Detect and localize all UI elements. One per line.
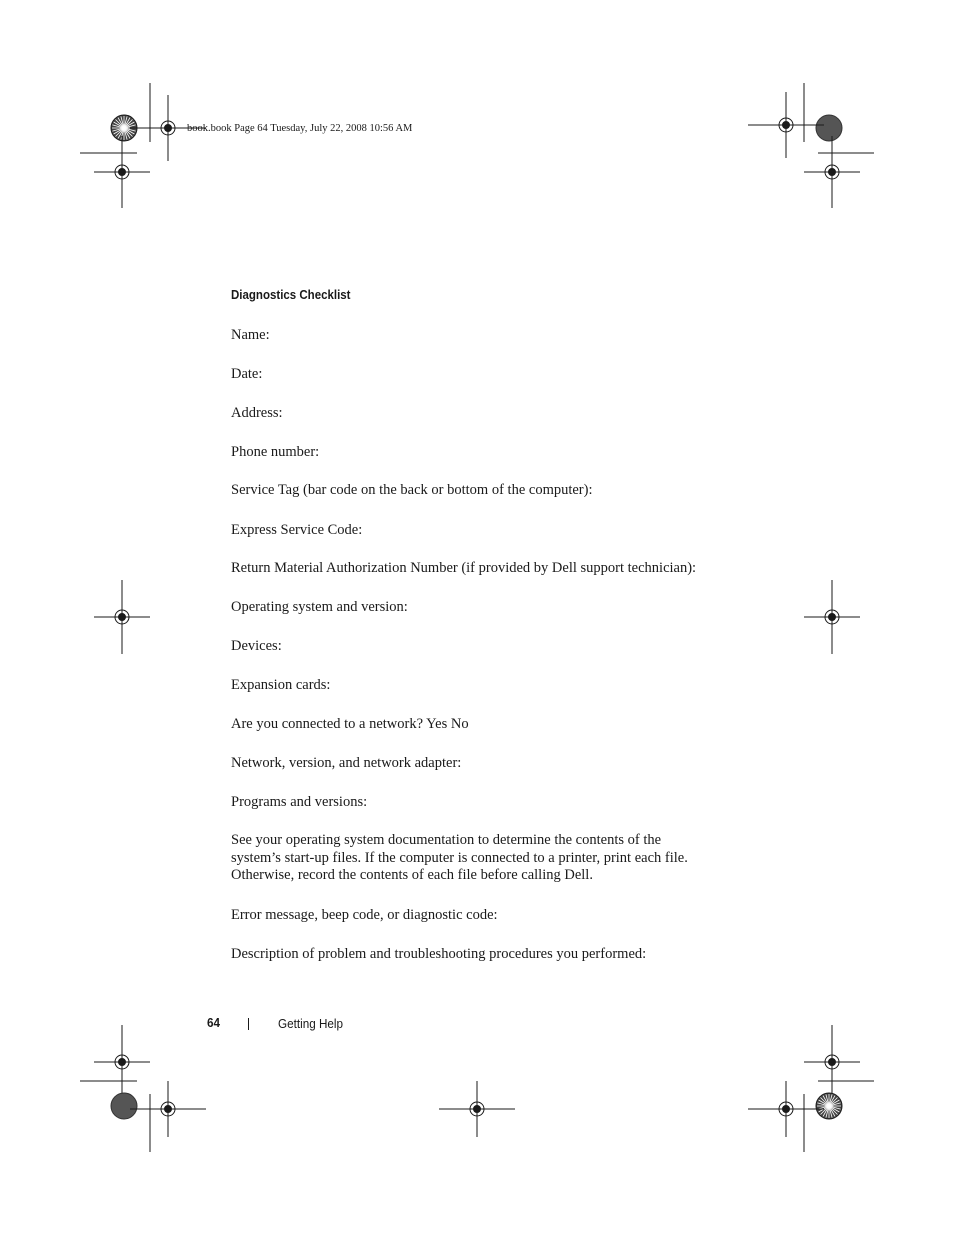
paragraph-line: Otherwise, record the contents of each file before calling Dell.: [231, 867, 593, 884]
field-date: Date:: [231, 366, 263, 382]
registration-target-dot: [165, 1106, 172, 1113]
registration-target-dot: [829, 1059, 836, 1066]
registration-target-dot: [165, 125, 172, 132]
color-bar-disc-icon: [816, 115, 842, 141]
registration-target-dot: [829, 614, 836, 621]
field-network-connected: Are you connected to a network? Yes No: [231, 716, 469, 732]
registration-target-dot: [783, 1106, 790, 1113]
print-header-stamp: book.book Page 64 Tuesday, July 22, 2008 10:56 AM: [187, 123, 413, 134]
field-network-adapter: Network, version, and network adapter:: [231, 755, 462, 771]
page-title: Diagnostics Checklist: [231, 288, 351, 302]
field-programs-versions: Programs and versions:: [231, 794, 368, 810]
field-problem-description: Description of problem and troubleshooting procedures you performed:: [231, 946, 647, 962]
footer-separator: [248, 1018, 249, 1030]
field-express-service-code: Express Service Code:: [231, 522, 363, 538]
registration-target-dot: [119, 1059, 126, 1066]
field-error-message: Error message, beep code, or diagnostic code:: [231, 907, 498, 923]
field-devices: Devices:: [231, 638, 282, 654]
registration-target-dot: [119, 169, 126, 176]
paragraph-line: system’s start-up files. If the computer is connected to a printer, print each file.: [231, 849, 688, 866]
field-phone-number: Phone number:: [231, 444, 320, 460]
registration-target-dot: [829, 169, 836, 176]
field-rma-number: Return Material Authorization Number (if provided by Dell support technician):: [231, 560, 697, 576]
field-operating-system: Operating system and version:: [231, 599, 408, 615]
page-number: 64: [207, 1015, 221, 1030]
color-bar-disc-icon: [111, 1093, 137, 1119]
field-service-tag: Service Tag (bar code on the back or bottom of the computer):: [231, 482, 593, 498]
registration-target-dot: [119, 614, 126, 621]
field-address: Address:: [231, 405, 283, 421]
registration-target-dot: [783, 122, 790, 129]
paragraph-line: See your operating system documentation to determine the contents of the: [231, 832, 662, 848]
footer-section-title: Getting Help: [278, 1016, 344, 1031]
registration-target-dot: [474, 1106, 481, 1113]
startup-files-paragraph: [231, 832, 711, 885]
field-name: Name:: [231, 327, 270, 343]
field-expansion-cards: Expansion cards:: [231, 677, 331, 693]
